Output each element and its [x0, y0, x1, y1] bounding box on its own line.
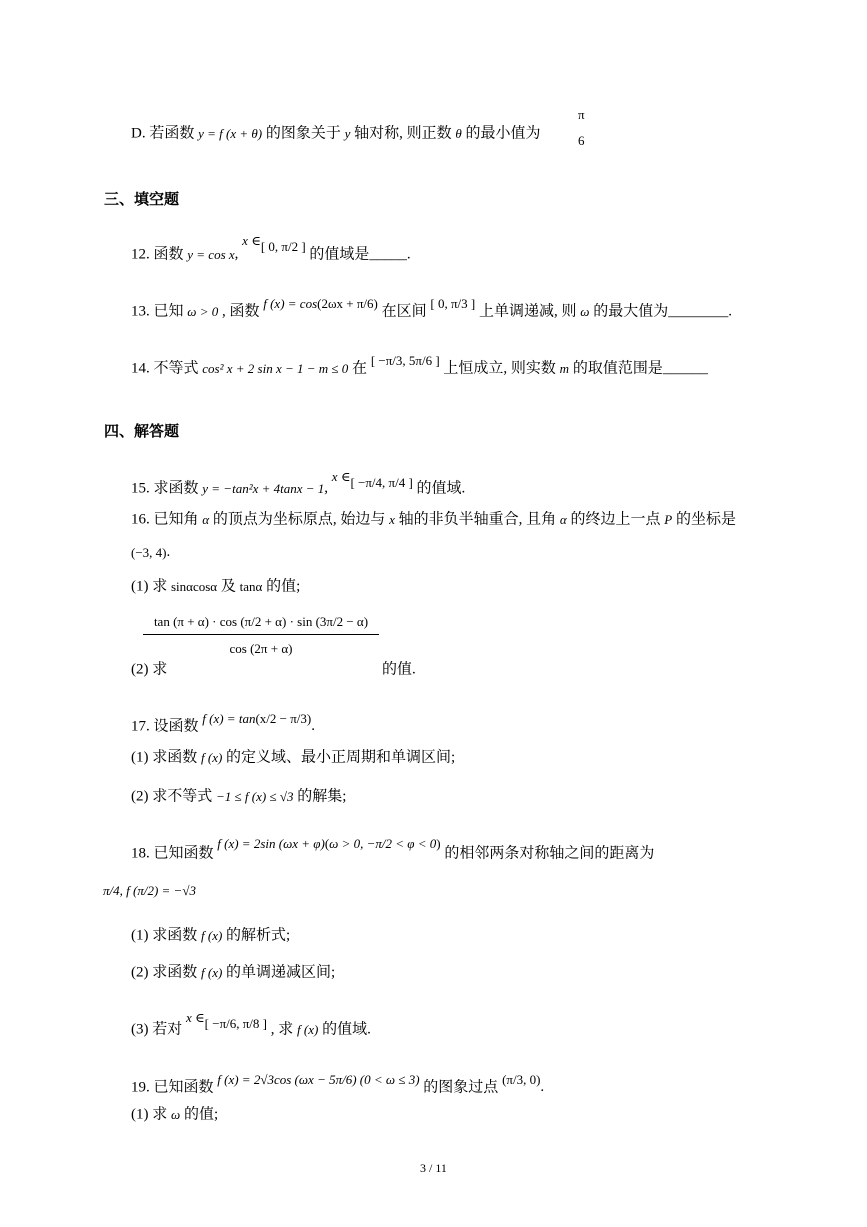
page-number: 3 / 11 — [420, 1161, 447, 1175]
math-pi-over-6: π 6 — [578, 107, 585, 148]
question-19-part-1: (1) 求 ω 的值; — [131, 1106, 219, 1123]
question-17-part-2: (2) 求不等式 −1 ≤ f (x) ≤ √3 的解集; — [131, 788, 347, 805]
question-18-part-2: (2) 求函数 f (x) 的单调递减区间; — [131, 964, 336, 981]
question-14: 14. 不等式 cos² x + 2 sin x − 1 − m ≤ 0 在 [ −π/3, 5π/6 ] 上恒成立, 则实数 m 的取值范围是______ — [131, 352, 708, 377]
question-17-part-1: (1) 求函数 f (x) 的定义域、最小正周期和单调区间; — [131, 749, 456, 766]
math-d-func: y = f (x + θ) — [198, 125, 263, 141]
question-18-part-1: (1) 求函数 f (x) 的解析式; — [131, 927, 291, 944]
section-solutions: 四、解答题 — [104, 422, 180, 440]
question-18-distance: π/4, f (π/2) = −√3 — [103, 882, 196, 898]
question-13: 13. 已知 ω > 0 , 函数 f (x) = cos(2ωx + π/6) 在区间 [ 0, π/3 ] 上单调递减, 则 ω 的最大值为________. — [131, 295, 732, 320]
question-16: 16. 已知角 α 的顶点为坐标原点, 始边与 x 轴的非负半轴重合, 且角 α 的终边上一点 P 的坐标是 — [131, 511, 736, 528]
question-17: 17. 设函数 f (x) = tan(x/2 − π/3). — [131, 710, 315, 735]
question-18: 18. 已知函数 f (x) = 2sin (ωx + φ)(ω > 0, −π/2 < φ < 0) 的相邻两条对称轴之间的距离为 — [131, 835, 655, 862]
question-15: 15. 求函数 y = −tan²x + 4tanx − 1, x ∈[ −π/4, π/4 ] 的值域. — [131, 468, 466, 497]
q16-fraction: $\frac{\tan (\pi + \alpha) \cdot \cos (\pi/2 + \alpha) \cdot \sin (3\pi/2 - \alpha)}{\cos (2\pi + \alpha)}$ — [143, 614, 379, 657]
question-16-part-2: (2) 求 — [131, 661, 168, 678]
option-d: D. 若函数 y = f (x + θ) 的图象关于 y 轴对称, 则正数 θ 的最小值为 — [131, 125, 541, 142]
question-16-part-1: (1) 求 sinαcosα 及 tanα 的值; — [131, 578, 301, 595]
question-16-point: (−3, 4). — [131, 544, 171, 560]
section-fill-in: 三、填空题 — [104, 190, 180, 208]
question-18-part-3: (3) 若对 x ∈[ −π/6, π/8 ] , 求 f (x) 的值域. — [131, 1009, 371, 1038]
question-19: 19. 已知函数 f (x) = 2√3cos (ωx − 5π/6) (0 < ω ≤ 3) 的图象过点 (π/3, 0). — [131, 1071, 545, 1096]
document-page: D. 若函数 y = f (x + θ) 的图象关于 y 轴对称, 则正数 θ 的最小值为 π 6 三、填空题 12. 函数 y = cos x, x ∈[ 0, π/2 ] 的值域是_____. 13. 已知 ω > 0 , 函数 f (x) = cos(2ωx + π/6) 在区间 [ 0, π/3 ] 上单调递减, 则 ω 的最大值为________. 14. 不等式 cos² x + 2 sin x − 1 − m ≤ 0 在 [ −π/3, 5π/6 ] 上恒成立, 则实数 m 的取值范围是______ 四、解答题 15. 求函数 y = −tan²x + 4tanx − 1, x ∈[ −π/4, π/4 ] 的值域. 16. 已知角 α 的顶点为坐标原点, 始边与 x 轴的非负半轴重合, 且角 α 的终边上一点 P 的坐标是 (−3, 4). (1) 求 sinαcosα 及 tanα 的值; (2) 求 $\frac{\tan (\pi + \alpha) \cdot \cos (\pi/2 + \alpha) \cdot \sin (3\pi/2 - \alpha)}{\cos (2\pi + \alpha)}$ 的值. 17. 设函数 f (x) = tan(x/2 − π/3). (1) 求函数 f (x) 的定义域、最小正周期和单调区间; (2) 求不等式 −1 ≤ f (x) ≤ √3 的解集; 18. 已知函数 f (x) = 2sin (ωx + φ)(ω > 0, −π/2 < φ < 0) 的相邻两条对称轴之间的距离为 π/4, f (π/2) = −√3 (1) 求函数 f (x) 的解析式; (2) 求函数 f (x) 的单调递减区间; (3) 若对 x ∈[ −π/6, π/8 ] , 求 f (x) 的值域. 19. 已知函数 f (x) = 2√3cos (ωx − 5π/6) (0 < ω ≤ 3) 的图象过点 (π/3, 0). (1) 求 ω 的值; 3 / 11 — [0, 0, 867, 1227]
question-12: 12. 函数 y = cos x, x ∈[ 0, π/2 ] 的值域是_____. — [131, 232, 411, 263]
